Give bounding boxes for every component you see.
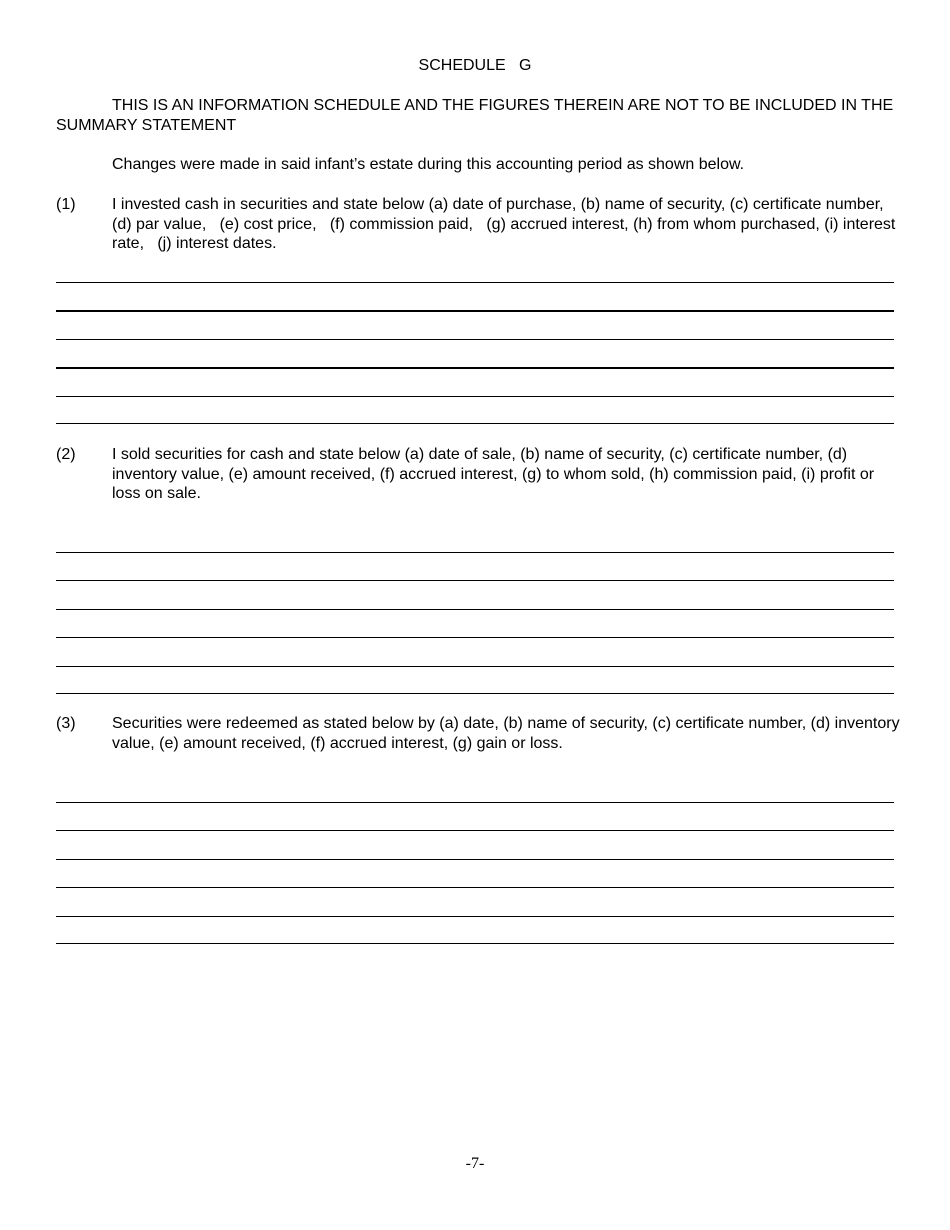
entry-line[interactable] [56, 609, 894, 610]
entry-line[interactable] [56, 802, 894, 803]
entry-line[interactable] [56, 396, 894, 397]
entry-line[interactable] [56, 339, 894, 340]
item-1-text: I invested cash in securities and state below (a) date of purchase, (b) name of security, (c) certificate number, (d) par value, (e) cost price, (f) commission paid, (g) accrued interest, (h) from whom purchased, (i) interest rate, (j) interest dates. [112, 196, 900, 252]
entry-line[interactable] [56, 887, 894, 888]
schedule-title: SCHEDULE G [418, 57, 532, 74]
entry-line[interactable] [56, 859, 894, 860]
entry-line[interactable] [56, 310, 894, 312]
item-2-number: (2) [56, 446, 76, 463]
entry-line[interactable] [56, 693, 894, 694]
entry-line[interactable] [56, 666, 894, 667]
entry-line[interactable] [56, 282, 894, 283]
item-1-number: (1) [56, 196, 76, 213]
item-2-text: I sold securities for cash and state below (a) date of sale, (b) name of security, (c) certificate number, (d) inventory value, (e) amount received, (f) accrued interest, (g) to whom sold, (h) commission paid, (i) profit or loss on sale. [112, 446, 879, 502]
intro-text: Changes were made in said infant’s estate during this accounting period as shown below. [112, 156, 745, 173]
item-3-number: (3) [56, 715, 76, 732]
entry-line[interactable] [56, 580, 894, 581]
entry-line[interactable] [56, 552, 894, 553]
item-3-text: Securities were redeemed as stated below by (a) date, (b) name of security, (c) certificate number, (d) inventory value, (e) amount received, (f) accrued interest, (g) gain or loss. [112, 715, 905, 752]
information-notice: THIS IS AN INFORMATION SCHEDULE AND THE FIGURES THEREIN ARE NOT TO BE INCLUDED IN THE SUMMARY STATEMENT [56, 97, 894, 134]
entry-line[interactable] [56, 943, 894, 944]
page-number: -7- [465, 1155, 485, 1172]
entry-line[interactable] [56, 367, 894, 369]
entry-line[interactable] [56, 830, 894, 831]
entry-line[interactable] [56, 916, 894, 917]
entry-line[interactable] [56, 423, 894, 424]
entry-line[interactable] [56, 637, 894, 638]
